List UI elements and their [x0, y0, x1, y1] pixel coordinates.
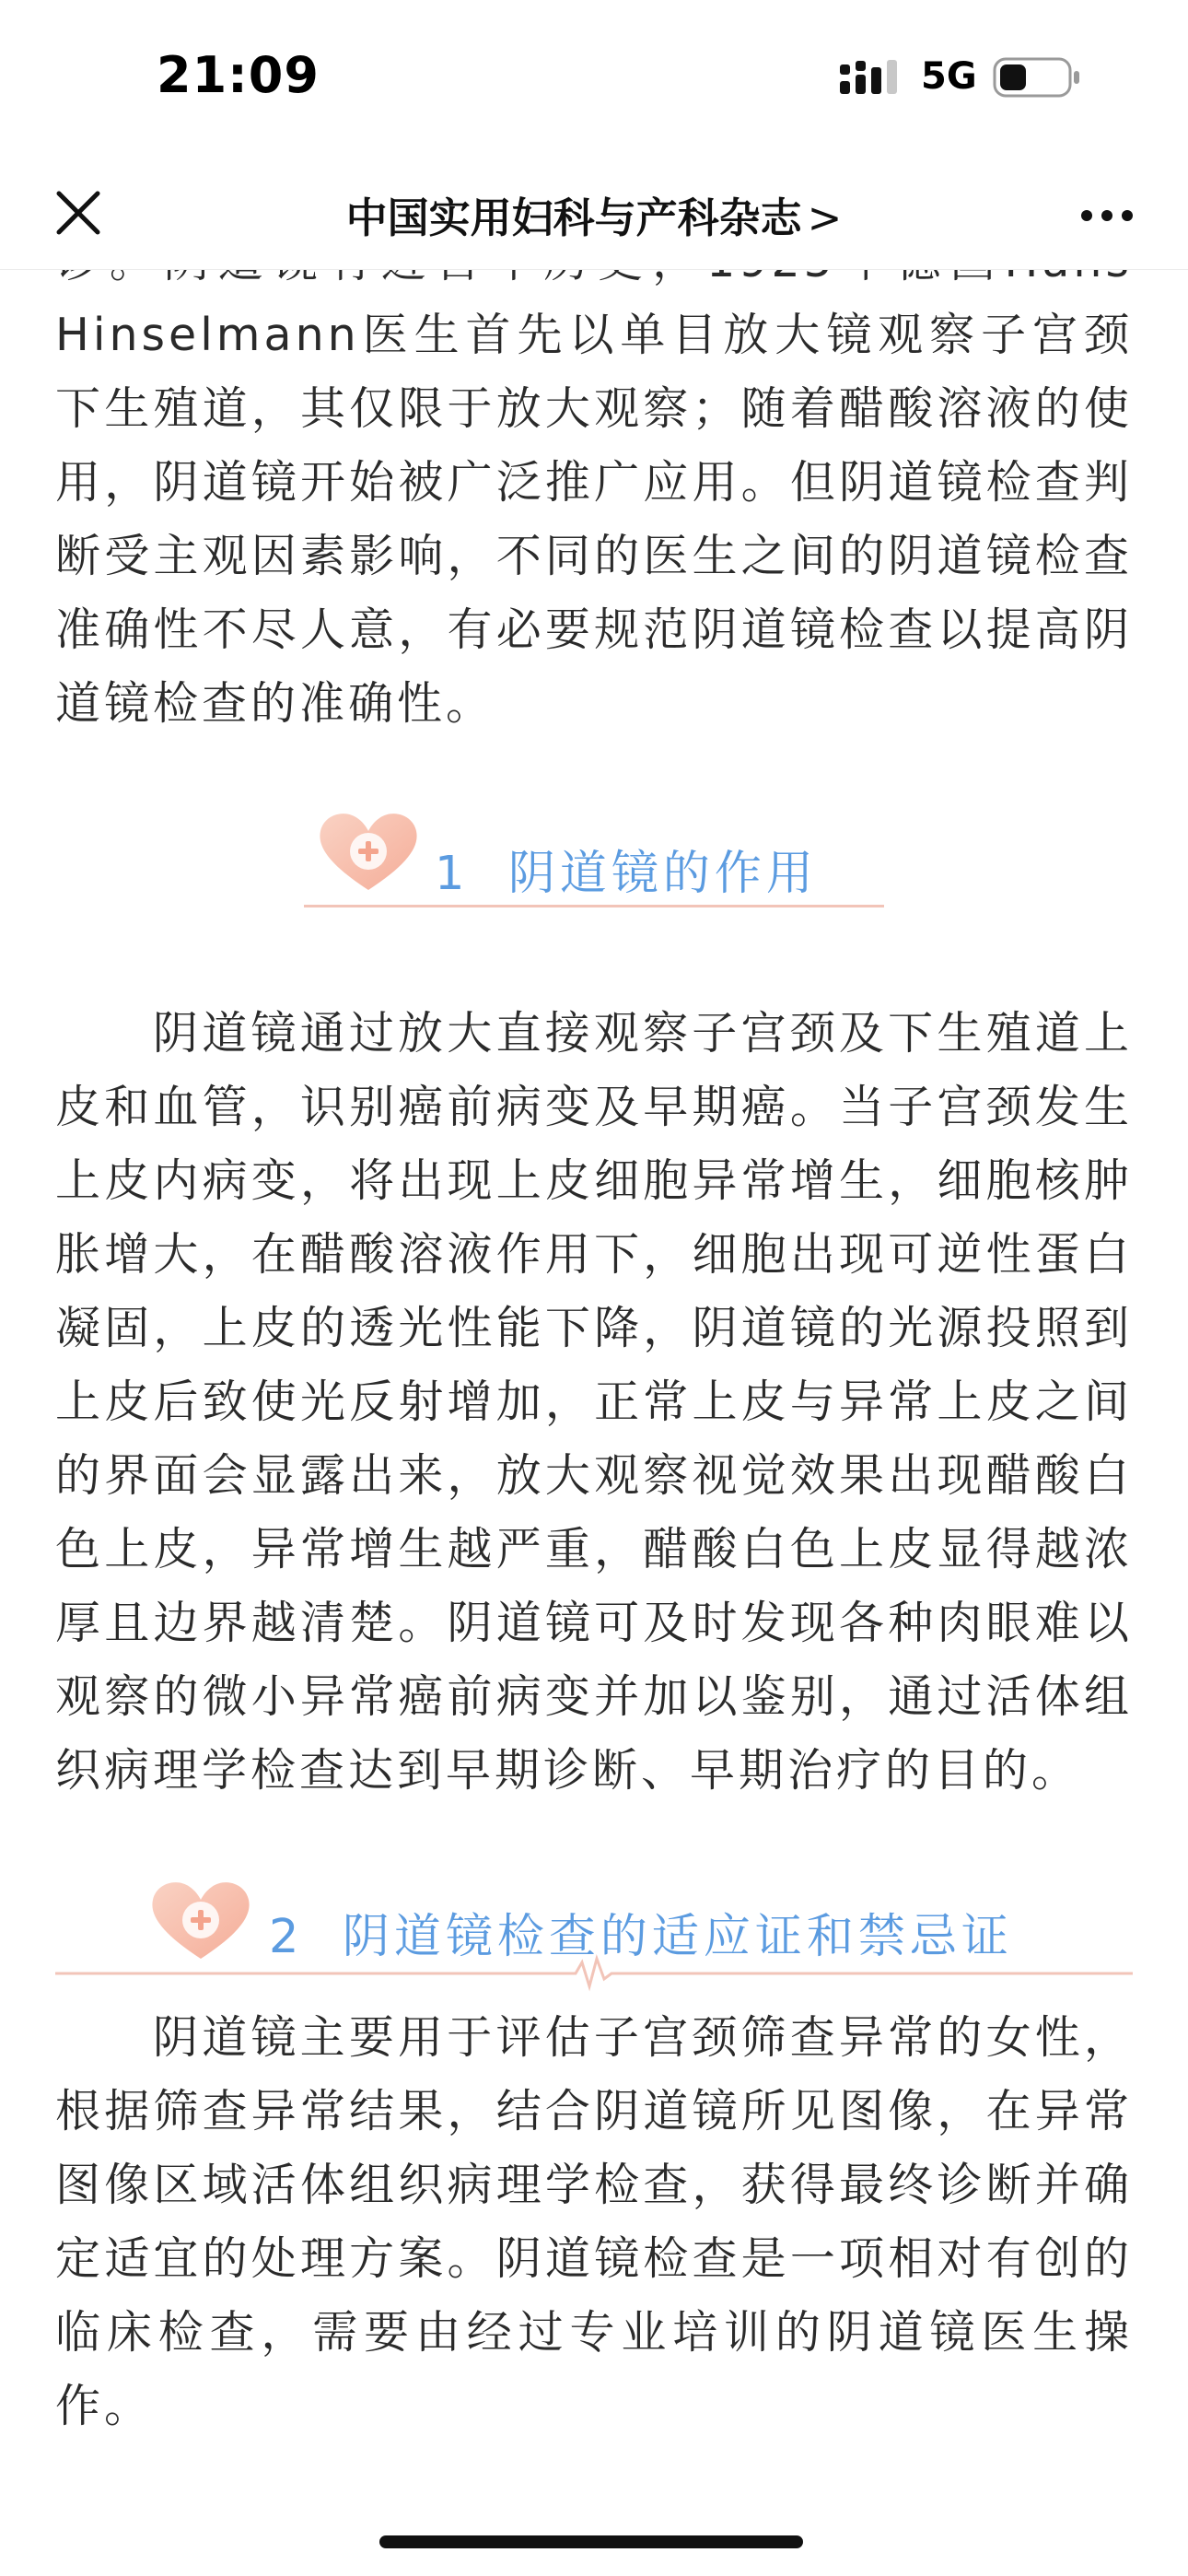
- section-1-header: [55, 796, 1133, 934]
- section-2-body: 阴道镜主要用于评估子宫颈筛查异常的女性，根据筛查异常结果，结合阴道镜所见图像，在异常图像区域活体组织病理学检查，获得最终诊断并确定适宜的处理方案。阴道镜检查是一项相对有创的临床检查，需要由经过专业培训的阴道镜医生操作。: [55, 2011, 1133, 2432]
- section-2-header: [55, 1854, 1133, 1992]
- account-name: 中国实用妇科与产科杂志: [345, 193, 802, 242]
- section-2-divider: [55, 1955, 1133, 1992]
- section-2-title: 2 阴道镜检查的适应证和禁忌证: [269, 1910, 1013, 1964]
- network-type: 5G: [921, 55, 977, 98]
- section-1-divider: [304, 905, 884, 907]
- more-icon[interactable]: [1079, 188, 1135, 243]
- status-bar: [0, 0, 1188, 157]
- heart-plus-icon: [313, 805, 424, 897]
- status-time: 21:09: [157, 46, 320, 104]
- battery-icon: [993, 57, 1081, 98]
- chevron-right-icon: >: [807, 193, 843, 242]
- section-1-body: 阴道镜通过放大直接观察子宫颈及下生殖道上皮和血管，识别癌前病变及早期癌。当子宫颈发生上皮内病变，将出现上皮细胞异常增生，细胞核肿胀增大，在醋酸溶液作用下，细胞出现可逆性蛋白凝固，上皮的透光性能下降，阴道镜的光源投照到上皮后致使光反射增加，正常上皮与异常上皮之间的界面会显露出来，放大观察视觉效果出现醋酸白色上皮，异常增生越严重，醋酸白色上皮显得越浓厚且边界越清楚。阴道镜可及时发现各种肉眼难以观察的微小异常癌前病变并加以鉴别，通过活体组织病理学检查达到早期诊断、早期治疗的目的。: [55, 1007, 1133, 1797]
- account-title-link[interactable]: [0, 184, 1188, 244]
- intro-paragraph: Hinselmann医生首先以单目放大镜观察子宫颈下生殖道，其仅限于放大观察；随着醋酸溶液的使用，阴道镜开始被广泛推广应用。但阴道镜检查判断受主观因素影响，不同的医生之间的阴道镜检查准确性不尽人意，有必要规范阴道镜检查以提高阴道镜检查的准确性。: [55, 309, 1133, 730]
- nav-header: [0, 157, 1188, 270]
- signal-strength-icon: [838, 59, 901, 96]
- article-content[interactable]: [0, 269, 1188, 2517]
- heart-plus-icon: [146, 1874, 256, 1966]
- article-scroll: [55, 225, 1133, 2443]
- section-1-title: 1 阴道镜的作用: [435, 847, 818, 901]
- home-indicator[interactable]: [379, 2535, 803, 2548]
